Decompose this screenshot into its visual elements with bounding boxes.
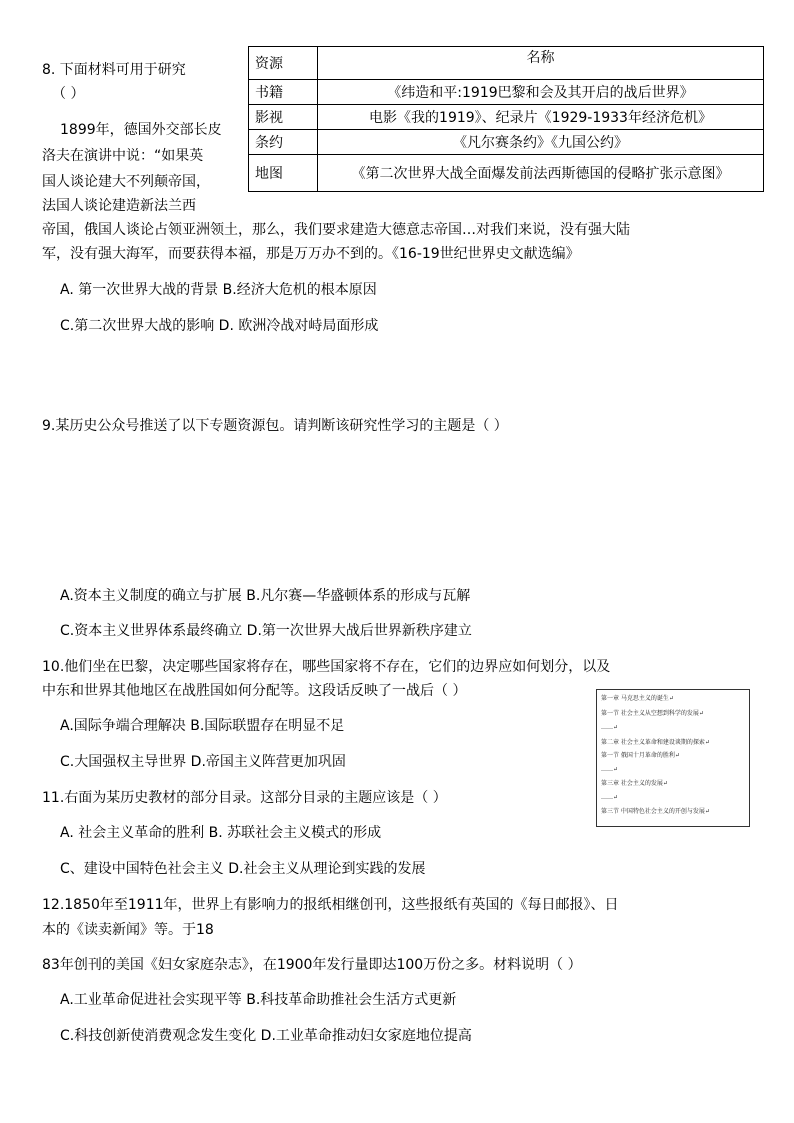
q11-title: 11.右面为某历史教材的部分目录。这部分目录的主题应该是（ ） (42, 790, 447, 806)
table-cell-type: 影视 (249, 105, 318, 130)
table-cell-name: 《纬造和平:1919巴黎和会及其开启的战后世界》 (318, 80, 764, 105)
q8-option-line: C.第二次世界大战的影响 D. 欧洲冷战对峙局面形成 (60, 318, 379, 334)
table-cell-type: 条约 (249, 130, 318, 155)
table-header-name: 名称 (318, 47, 764, 80)
q12-option-line: A.工业革命促进社会实现平等 B.科技革命助推社会生活方式更新 (60, 992, 457, 1008)
table-cell-type: 书籍 (249, 80, 318, 105)
q10-title-line2: 中东和世界其他地区在战胜国如何分配等。这段话反映了一战后（ ） (42, 683, 467, 699)
table-cell-name: 《第二次世界大战全面爆发前法西斯德国的侵略扩张示意图》 (318, 155, 764, 192)
table-header-row (249, 47, 764, 80)
q8-body-line: 帝国，俄国人谈论占领亚洲领土，那么，我们要求建造大德意志帝国…对我们来说，没有强大陆 (42, 222, 630, 238)
toc-line: 第一节 社会主义从空想到科学的发展↵ (601, 710, 704, 717)
q9-option-line: A.资本主义制度的确立与扩展 B.凡尔赛—华盛顿体系的形成与瓦解 (60, 588, 471, 604)
q8-body-line: 军，没有强大海军，而要获得本福，那是万万办不到的。《16-19世纪世界史文献选编》 (42, 246, 580, 262)
toc-line: ……↵ (601, 794, 619, 801)
q8-body-line: 洛夫在演讲中说：“如果英 (42, 148, 204, 164)
table-row (249, 105, 764, 130)
q8-title-line1: 8. 下面材料可用于研究 (42, 62, 186, 78)
q8-answer-blank: （ ） (52, 86, 85, 102)
q11-contents-image (596, 689, 750, 827)
table-row (249, 80, 764, 105)
q8-option-line: A. 第一次世界大战的背景 B.经济大危机的根本原因 (60, 282, 377, 298)
toc-line: 第一节 俄国十月革命的胜利↵ (601, 752, 680, 759)
q10-title-line1: 10.他们坐在巴黎，决定哪些国家将存在，哪些国家将不存在，它们的边界应如何划分，以及 (42, 659, 611, 675)
q11-option-line: C、建设中国特色社会主义 D.社会主义从理论到实践的发展 (60, 861, 426, 877)
q12-title-line3: 83年创刊的美国《妇女家庭杂志》，在1900年发行量即达100万份之多。材料说明（ ） (42, 957, 582, 973)
toc-line: 第三节 中国特色社会主义的开创与发展↵ (601, 808, 710, 815)
q8-resource-table (248, 46, 764, 192)
table-row (249, 155, 764, 192)
q12-title-line2: 本的《读卖新闻》等。于18 (42, 922, 214, 938)
toc-line: 第一章 马克思主义的诞生↵ (601, 695, 674, 702)
toc-line: 第三章 社会主义的发展↵ (601, 780, 668, 787)
q9-option-line: C.资本主义世界体系最终确立 D.第一次世界大战后世界新秩序建立 (60, 623, 472, 639)
table-cell-name: 电影《我的1919》、纪录片《1929-1933年经济危机》 (318, 105, 764, 130)
q12-option-line: C.科技创新使消费观念发生变化 D.工业革命推动妇女家庭地位提高 (60, 1028, 472, 1044)
table-cell-type: 地图 (249, 155, 318, 192)
toc-line: 第二章 社会主义革命和建设谈期的探索↵ (601, 739, 710, 746)
q11-option-line: A. 社会主义革命的胜利 B. 苏联社会主义模式的形成 (60, 825, 382, 841)
toc-line: ……↵ (601, 724, 619, 731)
q9-title: 9.某历史公众号推送了以下专题资源包。请判断该研究性学习的主题是（ ） (42, 418, 508, 434)
table-cell-name: 《凡尔赛条约》《九国公约》 (318, 130, 764, 155)
q12-title-line1: 12.1850年至1911年，世界上有影响力的报纸相继创刊，这些报纸有英国的《每日邮报》、日 (42, 897, 619, 913)
table-row (249, 130, 764, 155)
q8-body-line: 1899年，德国外交部长皮 (60, 122, 222, 138)
q8-body-line: 法国人谈论建造新法兰西 (42, 198, 196, 214)
table-header-resource: 资源 (249, 47, 318, 80)
toc-line: ……↵ (601, 766, 619, 773)
q10-option-line: A.国际争端合理解决 B.国际联盟存在明显不足 (60, 718, 345, 734)
q10-option-line: C.大国强权主导世界 D.帝国主义阵营更加巩固 (60, 754, 346, 770)
q8-body-line: 国人谈论建大不列颠帝国， (42, 174, 210, 190)
